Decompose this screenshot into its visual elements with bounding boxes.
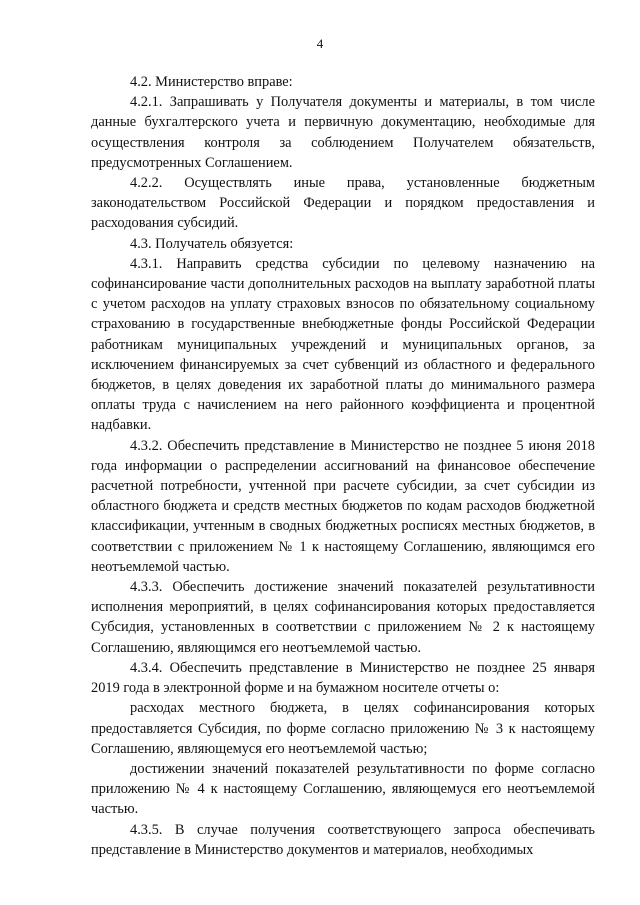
page-number: 4 (316, 36, 324, 51)
clause-4-3-2: 4.3.2. Обеспечить представление в Министерство не позднее 5 июня 2018 года информации о распределении ассигнований на финансовое обеспечение расчетной потребности, учтенной при расчете субсидии, за счет субсидии из областного бюджета и средств местных бюджетов по кодам расходов бюджетной классификации, учтенным в сводных бюджетных росписях местных бюджетов, в соответствии с приложением № 1 к настоящему Соглашению, являющимся его неотъемлемой частью. (91, 437, 595, 575)
clause-4-3-5: 4.3.5. В случае получения соответствующего запроса обеспечивать представление в Министерство документов и материалов, необходимых (91, 821, 595, 858)
clause-4-2-2: 4.2.2. Осуществлять иные права, установленные бюджетным законодательством Российской Федерации и порядком предоставления и расходования субсидий. (91, 175, 595, 232)
clause-4-3-4-item-indicators: достижении значений показателей результативности по форме согласно приложению № 4 к настоящему Соглашению, являющемуся его неотъемлемой частью. (91, 760, 595, 818)
clause-4-2-1: 4.2.1. Запрашивать у Получателя документы и материалы, в том числе данные бухгалтерского учета и первичную документацию, необходимые для осуществления контроля за соблюдением Получателем обязательств, предусмотренных Соглашением. (91, 94, 595, 171)
clause-4-3-4: 4.3.4. Обеспечить представление в Министерство не позднее 25 января 2019 года в электронной форме и на бумажном носителе отчеты о: (91, 659, 595, 697)
clause-4-3: 4.3. Получатель обязуется: (130, 235, 294, 252)
clause-4-3-4-item-expenses: расходах местного бюджета, в целях софинансирования которых предоставляется Субсидия, по форме согласно приложению № 3 к настоящему Соглашению, являющемуся его неотъемлемой частью; (91, 700, 595, 757)
document-body (91, 72, 595, 860)
clause-4-3-3: 4.3.3. Обеспечить достижение значений показателей результативности исполнения мероприятий, в целях софинансирования которых предоставляется Субсидия, установленных в соответствии с приложением № 2 к настоящему Соглашению, являющимся его неотъемлемой частью. (91, 579, 595, 656)
clause-4-3-1: 4.3.1. Направить средства субсидии по целевому назначению на софинансирование части дополнительных расходов на выплату заработной платы с учетом расходов на уплату страховых взносов по обязательному социальному страхованию в государственные внебюджетные фонды Российской Федерации работникам муниципальных учреждений и муниципальных органов, за исключением финансируемых за счет субвенций из областного и федерального бюджетов, в целях доведения их заработной платы до минимального размера оплаты труда с начислением на него районного коэффициента и процентной надбавки. (91, 255, 595, 434)
clause-4-2: 4.2. Министерство вправе: (130, 74, 293, 90)
